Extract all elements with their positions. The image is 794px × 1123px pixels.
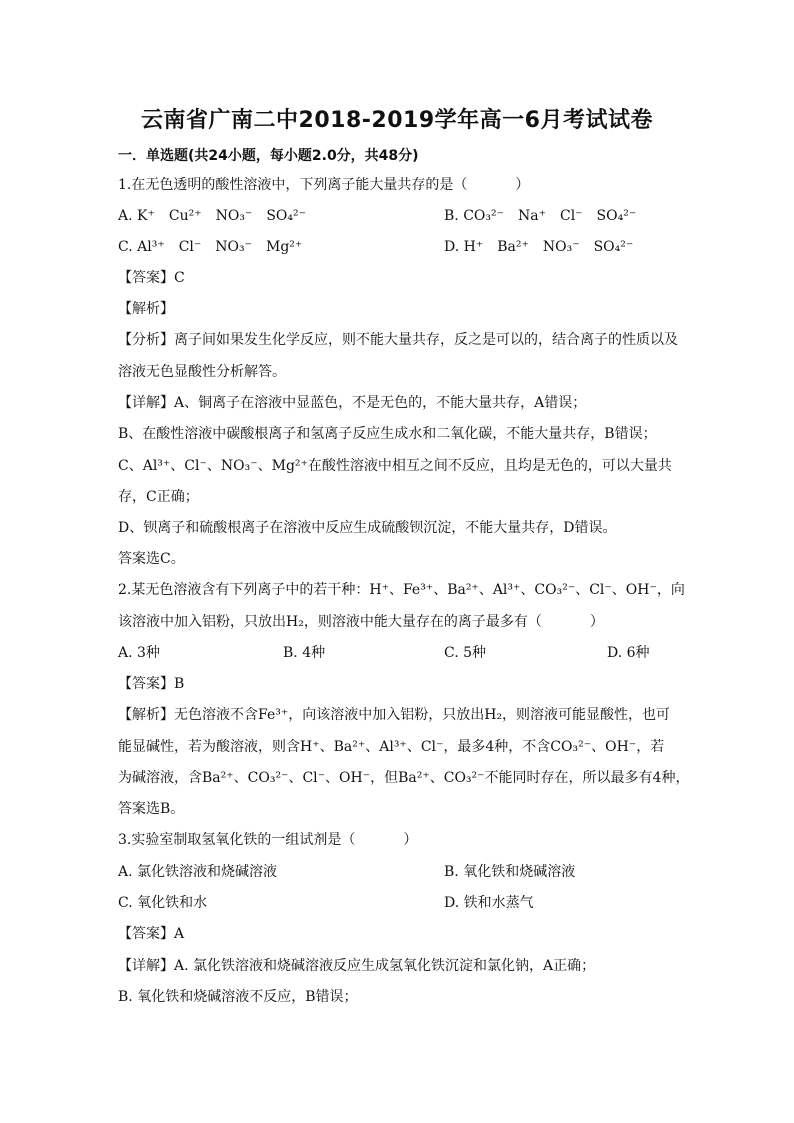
q1-analysis-line: 存，C正确； bbox=[118, 489, 199, 505]
q1-option-c: C. Al³⁺ Cl⁻ NO₃⁻ Mg²⁺ bbox=[118, 239, 303, 255]
q1-analysis-heading: 【解析】 bbox=[118, 301, 174, 317]
q3-option-a: A. 氯化铁溶液和烧碱溶液 bbox=[118, 864, 278, 880]
q3-option-c: C. 氧化铁和水 bbox=[118, 895, 208, 911]
q3-analysis-line: 【详解】A. 氯化铁溶液和烧碱溶液反应生成氢氧化铁沉淀和氯化钠，A正确； bbox=[118, 958, 596, 974]
question-3-stem: 3.实验室制取氢氧化铁的一组试剂是（ ） bbox=[118, 832, 418, 848]
q1-analysis-line: B、在酸性溶液中碳酸根离子和氢离子反应生成水和二氧化碳，不能大量共存，B错误； bbox=[118, 426, 657, 442]
question-2-stem-cont: 该溶液中加入铝粉，只放出H₂，则溶液中能大量存在的离子最多有（ ） bbox=[118, 614, 604, 630]
q3-answer: 【答案】A bbox=[118, 926, 185, 942]
q1-analysis-line: 【详解】A、铜离子在溶液中显蓝色，不是无色的，不能大量共存，A错误； bbox=[118, 395, 587, 411]
q1-option-d: D. H⁺ Ba²⁺ NO₃⁻ SO₄²⁻ bbox=[444, 239, 634, 255]
q1-analysis-line: 答案选C。 bbox=[118, 551, 185, 567]
q1-analysis-line: 【分析】离子间如果发生化学反应，则不能大量共存，反之是可以的，结合离子的性质以及 bbox=[118, 332, 678, 348]
q1-answer: 【答案】C bbox=[118, 270, 185, 286]
question-2-stem: 2.某无色溶液含有下列离子中的若干种：H⁺、Fe³⁺、Ba²⁺、Al³⁺、CO₃²⁻、Cl⁻、OH⁻，向 bbox=[118, 582, 685, 598]
q1-option-b: B. CO₃²⁻ Na⁺ Cl⁻ SO₄²⁻ bbox=[444, 208, 637, 224]
q3-option-d: D. 铁和水蒸气 bbox=[444, 895, 534, 911]
q2-option-a: A. 3种 bbox=[118, 645, 160, 661]
q1-analysis-line: D、钡离子和硫酸根离子在溶液中反应生成硫酸钡沉淀，不能大量共存，D错误。 bbox=[118, 520, 617, 536]
q2-option-c: C. 5种 bbox=[444, 645, 487, 661]
page-title: 云南省广南二中2018-2019学年高一6月考试试卷 bbox=[141, 108, 653, 133]
q1-analysis-line: C、Al³⁺、Cl⁻、NO₃⁻、Mg²⁺在酸性溶液中相互之间不反应，且均是无色的，可以大量共 bbox=[118, 458, 672, 474]
q3-option-b: B. 氧化铁和烧碱溶液 bbox=[444, 864, 576, 880]
q2-analysis-line: 答案选B。 bbox=[118, 801, 185, 817]
q2-analysis-line: 为碱溶液，含Ba²⁺、CO₃²⁻、Cl⁻、OH⁻，但Ba²⁺、CO₃²⁻不能同时存在，所以最多有4种， bbox=[118, 770, 690, 786]
question-1-stem: 1.在无色透明的酸性溶液中，下列离子能大量共存的是（ ） bbox=[118, 177, 530, 193]
section-heading: 一．单选题(共24小题，每小题2.0分，共48分) bbox=[118, 148, 419, 164]
q1-option-a: A. K⁺ Cu²⁺ NO₃⁻ SO₄²⁻ bbox=[118, 208, 307, 224]
q2-analysis-line: 【解析】无色溶液不含Fe³⁺，向该溶液中加入铝粉，只放出H₂，则溶液可能显酸性，也可 bbox=[118, 707, 671, 723]
q1-analysis-line: 溶液无色显酸性分析解答。 bbox=[118, 364, 286, 380]
q2-option-d: D. 6种 bbox=[607, 645, 650, 661]
q2-option-b: B. 4种 bbox=[283, 645, 326, 661]
q2-answer: 【答案】B bbox=[118, 676, 185, 692]
q2-analysis-line: 能显碱性，若为酸溶液，则含H⁺、Ba²⁺、Al³⁺、Cl⁻，最多4种，不含CO₃²⁻、OH⁻，若 bbox=[118, 739, 665, 755]
q3-analysis-line: B. 氧化铁和烧碱溶液不反应，B错误； bbox=[118, 989, 358, 1005]
